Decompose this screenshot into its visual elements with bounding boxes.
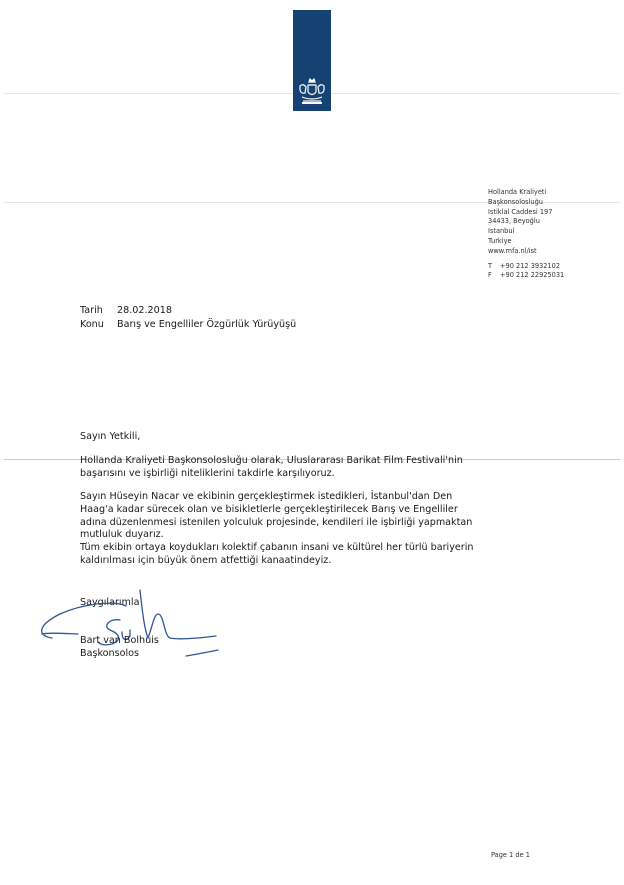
phone-label: T bbox=[488, 261, 493, 270]
page-number: Page 1 de 1 bbox=[491, 851, 530, 859]
letterhead-logo bbox=[293, 10, 331, 111]
sender-fax bbox=[488, 271, 564, 281]
sender-website: www.mfa.nl/ist bbox=[488, 246, 537, 255]
sender-line: Istanbul bbox=[488, 227, 515, 236]
fax-label: F bbox=[488, 271, 492, 280]
paragraph-1 bbox=[80, 455, 500, 481]
sender-phone bbox=[488, 262, 564, 272]
paragraph-2 bbox=[80, 491, 500, 568]
signer-block bbox=[80, 634, 159, 660]
date-label: Tarih bbox=[80, 305, 103, 316]
text-line: Sayın Hüseyin Nacar ve ekibinin gerçekleştirmek istedikleri, İstanbul'dan Den bbox=[80, 491, 453, 502]
text-line: Hollanda Kraliyeti Başkonsolosluğu olarak, Uluslararası Barikat Film Festivali'nin bbox=[80, 455, 463, 466]
date-value: 28.02.2018 bbox=[117, 305, 172, 316]
text-line: Tüm ekibin ortaya koydukları kolektif çabanın insani ve kültürel her türlü bariyerin bbox=[80, 542, 474, 554]
text-line: adına düzenlenmesi istenilen yolculuk projesinde, kendileri ile işbirliği yapmaktan bbox=[80, 516, 473, 528]
signer-name: Bart van Bolhuis bbox=[80, 635, 159, 646]
coat-of-arms-icon bbox=[296, 78, 328, 106]
sender-address bbox=[488, 188, 564, 281]
closing: Saygılarımla bbox=[80, 597, 140, 608]
fax-number: +90 212 22925031 bbox=[500, 271, 565, 280]
date-row bbox=[80, 304, 296, 318]
sender-line: Hollanda Kraliyeti bbox=[488, 188, 547, 196]
text-line: Haag'a kadar sürecek olan ve bisikletlerle gerçekleştirilecek Barış ve Engelliler bbox=[80, 503, 458, 515]
sender-line: Turkiye bbox=[488, 236, 512, 245]
salutation: Sayın Yetkili, bbox=[80, 431, 141, 442]
phone-number: +90 212 3932102 bbox=[500, 261, 561, 270]
letter-meta bbox=[80, 304, 296, 332]
text-line: başarısını ve işbirliği niteliklerini takdirle karşılıyoruz. bbox=[80, 467, 335, 479]
sender-line: Istiklal Caddesi 197 bbox=[488, 207, 553, 216]
subject-value: Barış ve Engelliler Özgürlük Yürüyüşü bbox=[117, 319, 297, 330]
signer-title: Başkonsolos bbox=[80, 648, 140, 659]
subject-label: Konu bbox=[80, 319, 104, 330]
text-line: mutluluk duyarız. bbox=[80, 529, 164, 541]
subject-row bbox=[80, 318, 296, 332]
text-line: kaldırılması için büyük önem atfettiği kanaatindeyiz. bbox=[80, 554, 332, 566]
sender-line: 34433, Beyoğlu bbox=[488, 217, 540, 226]
sender-line: Başkonsolosluğu bbox=[488, 197, 543, 206]
